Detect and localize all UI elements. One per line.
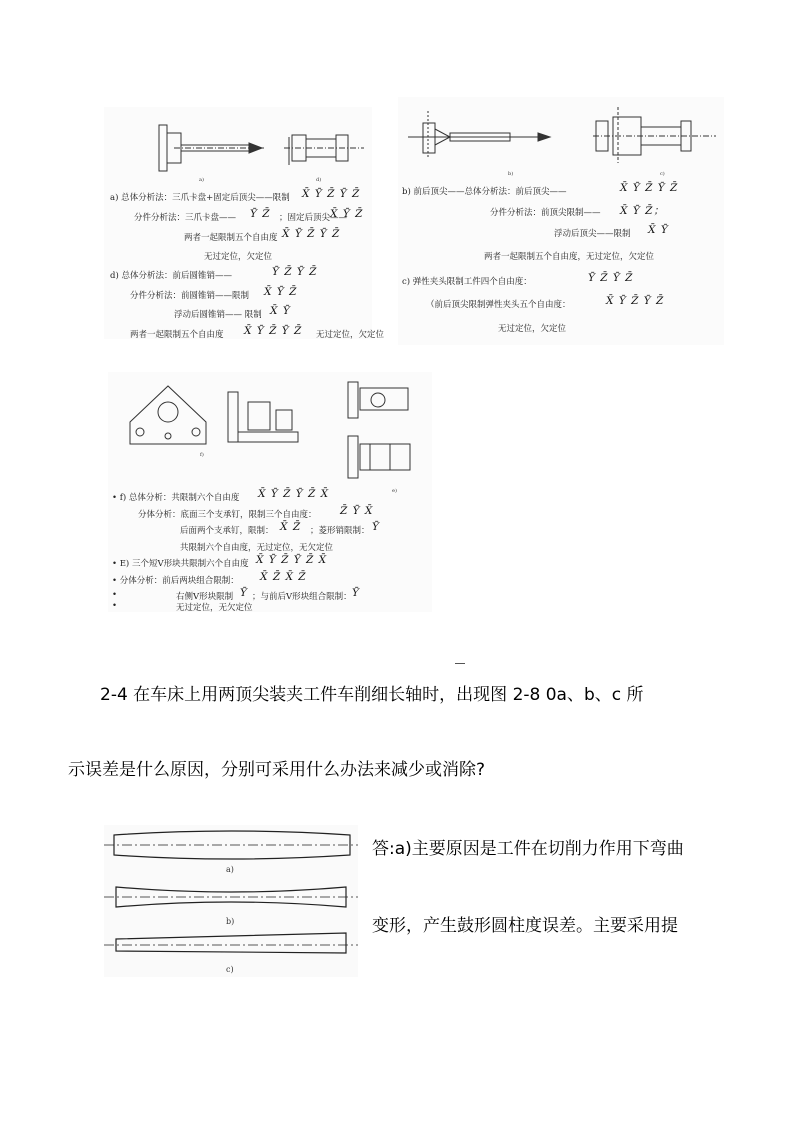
e-sym-3b: Ȳ: [352, 587, 360, 599]
a-sym-2: Ȳ Z̄: [250, 208, 271, 220]
d-sym-2: X̄ Ȳ Z̄: [264, 286, 298, 298]
caption-f: f): [200, 452, 204, 458]
c-line-2: （前后顶尖限制弹性夹头五个自由度：: [426, 300, 571, 310]
e-line-2: • 分体分析：前后两块组合限制：: [112, 576, 239, 586]
b-line-1: b) 前后顶尖——总体分析法：前后顶尖——: [402, 187, 567, 197]
answer-line-2: 变形，产生鼓形圆柱度误差。主要采用提: [372, 916, 678, 936]
figure-panel-e-f: [108, 372, 432, 612]
question-line-1: 2-4 在车床上用两顶尖装夹工件车削细长轴时，出现图 2-8 0a、b、c 所: [100, 685, 644, 705]
c-sym-1: Ȳ Z̄ Ȳ Z̄: [588, 272, 634, 284]
d-line-2: 分件分析法：前圆锥销——限制: [130, 291, 250, 301]
d-line-1: d) 总体分析法：前后圆锥销——: [110, 271, 232, 281]
shaft-label-b: b): [226, 917, 235, 926]
e-sym-2: X̄ Z̄ X̄ Z̄: [260, 571, 307, 583]
a-line-2b: ；固定后顶尖——: [279, 213, 348, 223]
d-line-3: 浮动后圆锥销—— 限制: [174, 310, 262, 320]
d-line-4b: 无过定位，欠定位: [316, 330, 385, 340]
caption-c: c): [660, 171, 665, 177]
shaft-label-a: a): [226, 865, 234, 874]
f-line-2: 分体分析：底面三个支承钉，限制三个自由度：: [138, 510, 317, 520]
b-sym-1: X̄ Ȳ Z̄ Ȳ Z̄: [620, 182, 679, 194]
d-sym-3: X̄ Ȳ: [270, 305, 291, 317]
f-sym-1: X̄ Ȳ Z̄ Ȳ Z̄ X̄: [258, 488, 330, 500]
b-line-4: 两者一起限制五个自由度，无过定位，欠定位: [484, 252, 655, 262]
shaft-error-figure: [104, 825, 358, 977]
e-bullet-3: •: [112, 590, 118, 600]
e-sym-1: X̄ Ȳ Z̄ Ȳ Z̄ X̄: [256, 554, 328, 566]
figure-panel-b-c: [398, 97, 724, 345]
b-line-3: 浮动后顶尖——限制: [554, 229, 631, 239]
f-sym-3: X̄ Z̄: [280, 521, 302, 533]
f-line-3b: ；菱形销限制：: [310, 526, 370, 536]
fixture-diagrams: [108, 372, 432, 482]
shaft-label-c: c): [226, 965, 234, 974]
e-sym-3: Ȳ: [240, 587, 248, 599]
e-bullet-4: •: [112, 601, 118, 611]
f-line-4: 共限制六个自由度，无过定位，无欠定位: [180, 543, 334, 553]
f-line-1: • f) 总体分析：共限制六个自由度: [112, 493, 240, 503]
caption-a: a): [199, 177, 204, 183]
caption-b: b): [508, 171, 514, 177]
shaft-profiles: [104, 825, 358, 977]
c-line-1: c) 弹性夹头限制工件四个自由度：: [402, 277, 532, 287]
e-line-4: 无过定位，无欠定位: [176, 603, 253, 613]
a-line-1: a) 总体分析法：三爪卡盘+固定后顶尖——限制: [110, 193, 290, 203]
b-sym-3: X̄ Ȳ: [648, 224, 669, 236]
e-line-3: 右侧V形块限制: [176, 592, 234, 602]
lathe-chuck-diagram: [104, 107, 372, 187]
caption-d: d): [316, 177, 322, 183]
center-clamp-diagram: [398, 97, 724, 181]
b-sym-2: X̄ Ȳ Z̄；: [620, 205, 665, 217]
question-line-2: 示误差是什么原因，分别可采用什么办法来减少或消除?: [68, 760, 486, 780]
c-sym-2: X̄ Ȳ Z̄ Ȳ Z̄: [606, 295, 665, 307]
b-line-2: 分件分析法：前顶尖限制——: [490, 208, 601, 218]
e-line-3b: ；与前后V形块组合限制：: [252, 592, 352, 602]
f-sym-3b: Ȳ: [372, 521, 380, 533]
c-line-3: 无过定位，欠定位: [498, 324, 567, 334]
separator-mark: [455, 663, 465, 664]
e-line-1: • E) 三个短V形块共限制六个自由度: [112, 559, 249, 569]
d-sym-4: X̄ Ȳ Z̄ Ȳ Z̄: [244, 325, 303, 337]
a-line-2: 分件分析法：三爪卡盘——: [134, 213, 237, 223]
a-line-4: 无过定位，欠定位: [204, 252, 273, 262]
f-sym-2: Z̄ Ȳ X̄: [340, 505, 374, 517]
f-line-3: 后面两个支承钉，限制：: [180, 526, 274, 536]
a-sym-3: X̄ Ȳ Z̄ Ȳ Z̄: [282, 228, 341, 240]
d-sym-1: Ȳ Z̄ Ȳ Z̄: [272, 266, 318, 278]
a-line-3: 两者一起限制五个自由度: [184, 233, 278, 243]
a-sym-1: X̄ Ȳ Z̄ Ȳ Z̄: [302, 188, 361, 200]
d-line-4: 两者一起限制五个自由度: [130, 330, 224, 340]
caption-e: e): [392, 488, 397, 494]
figure-panel-a-d: [104, 107, 385, 340]
answer-line-1: 答:a)主要原因是工件在切削力作用下弯曲: [372, 839, 684, 859]
a-sym-2b: X̄ Ȳ Z̄: [330, 208, 364, 220]
